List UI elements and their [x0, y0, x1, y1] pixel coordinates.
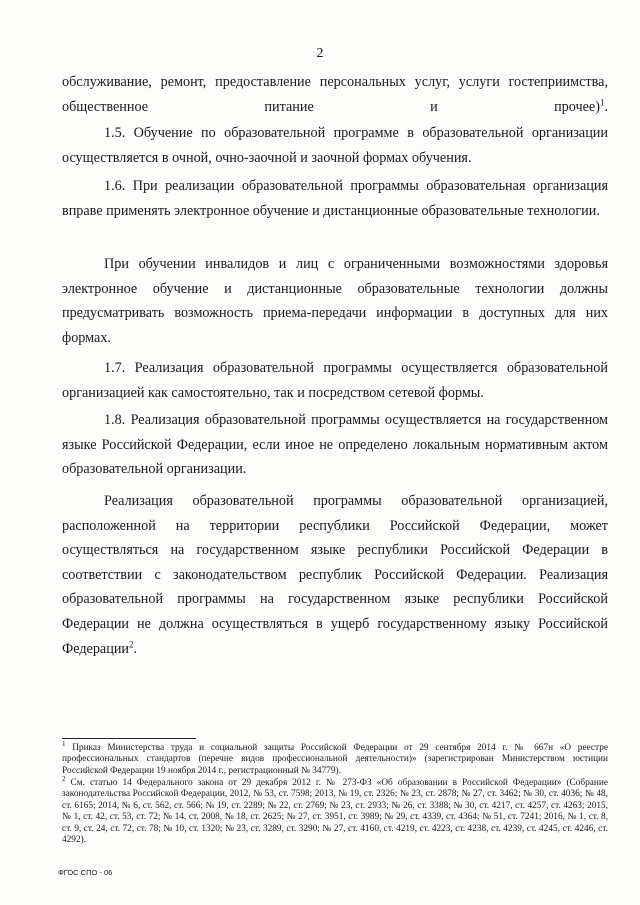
- footnote-ref: 1: [599, 96, 605, 107]
- page-number: 2: [316, 46, 324, 61]
- paragraph-text: обслуживание, ремонт, предоставление персональных услуг, услуги гостеприимства, общественное питание и прочее): [62, 74, 608, 115]
- paragraph-disabled-learners: При обучении инвалидов и лиц с ограниченными возможностями здоровья электронное обучение и дистанционные образовательные технологии должны предусматривать возможность приема-передачи информации в доступных для них формах.: [62, 256, 608, 346]
- paragraph-1-5: 1.5. Обучение по образовательной программе в образовательной организации осуществляется в очной, очно-заочной и заочной формах обучения.: [62, 125, 608, 166]
- footnote-mark: 1: [62, 739, 66, 748]
- footnote-2: [62, 774, 608, 846]
- footnote-ref: 2: [129, 638, 134, 649]
- footnote-divider: [62, 738, 196, 739]
- page-footer: ФГОС СПО - 06: [58, 868, 113, 877]
- paragraph-1-6: 1.6. При реализации образовательной программы образовательная организация вправе применять электронное обучение и дистанционные образовательные технологии.: [62, 178, 608, 219]
- footnote-text: Приказ Министерства труда и социальной защиты Российской Федерации от 29 сентября 2014 г. № 667н «О реестре профессиональных стандартов (перечне видов профессиональной деятельности)» (зарегистрирован Министерством юстиции Российской Федерации 19 ноября 2014 г., регистрационный № 34779).: [62, 743, 609, 776]
- paragraph-tail: .: [133, 640, 138, 657]
- paragraph-tail: .: [604, 98, 608, 115]
- paragraph-text: Реализация образовательной программы образовательной организацией, расположенной на территории республики Российской Федерации, может осуществляться на государственном языке республики Российской Федерации в соответствии с законодательством республик Российской Федерации. Реализация образовательной программы на государственном языке республики Российской Федерации не должна осуществляться в ущерб государственному языку Российской Федерации: [62, 493, 608, 657]
- footnote-text: См. статью 14 Федерального закона от 29 декабря 2012 г. № 273-ФЗ «Об образовании в Российской Федерации» (Собрание законодательства Российской Федерации, 2012, № 53, ст. 7598; 2013, № 19, ст. 2326; № 23, ст. 2878; № 27, ст. 3462; № 30, ст. 4036; № 48, ст. 6165; 2014, № 6, ст. 562, ст. 566; № 19, ст. 2289; № 22, ст. 2769; № 23, ст. 2933; № 26, ст. 3388; № 30, ст. 4217, ст. 4257, ст. 4263; 2015, № 1, ст. 42, ст. 53, ст. 72; № 14, ст. 2008, № 18, ст. 2625; № 27, ст. 3951, ст. 3989; № 29, ст. 4339, ст. 4364; № 51, ст. 7241; 2016, № 1, ст. 8, ст. 9, ст. 24, ст. 72, ст. 78; № 10, ст. 1320; № 23, ст. 3289, ст. 3290; № 27, ст. 4160, ст. 4219, ст. 4223, ст. 4238, ст. 4239, ст. 4245, ст. 4246, ст. 4292).: [62, 778, 608, 846]
- paragraph-1-8: 1.8. Реализация образовательной программы осуществляется на государственном языке Российской Федерации, если иное не определено локальным нормативным актом образовательной организации.: [62, 412, 608, 478]
- footnote-mark: 2: [62, 774, 66, 783]
- paragraph-continuation: [62, 70, 608, 119]
- paragraph-republic-language: [62, 489, 608, 661]
- footnote-1: [62, 739, 609, 777]
- paragraph-1-7: 1.7. Реализация образовательной программы осуществляется образовательной организацией как самостоятельно, так и посредством сетевой формы.: [62, 360, 608, 401]
